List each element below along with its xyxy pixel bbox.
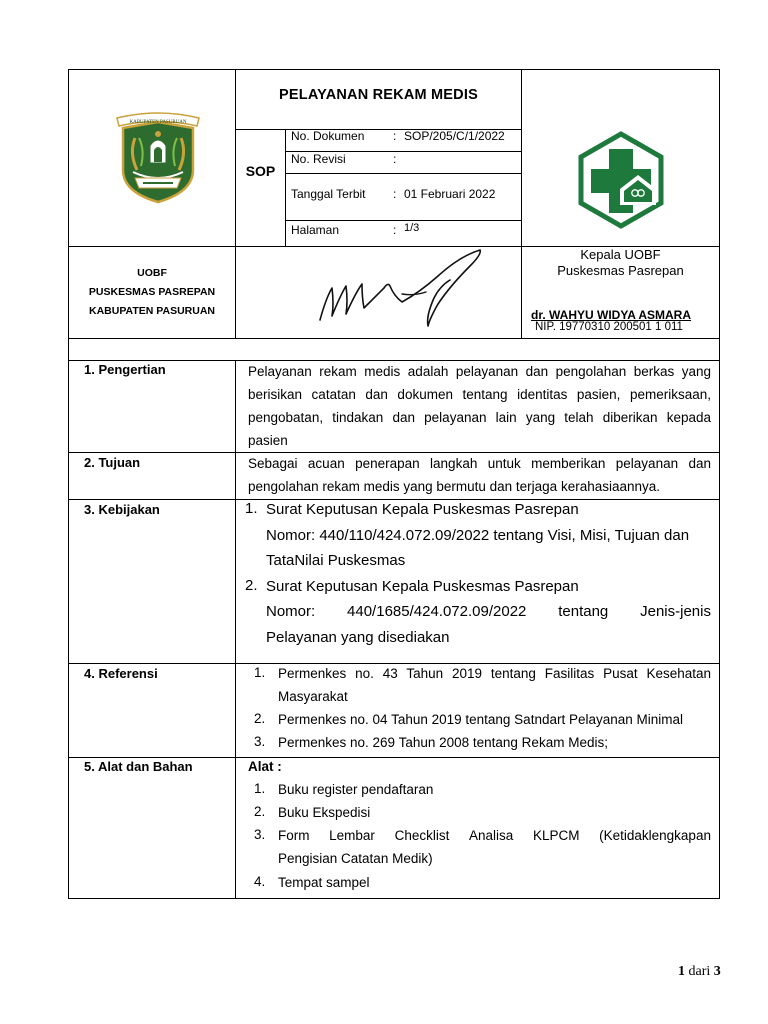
list-number: 2.: [245, 577, 258, 594]
list-number: 3.: [254, 734, 266, 749]
field-value-no-dokumen: SOP/205/C/1/2022: [404, 129, 505, 143]
list-item-line: Form Lembar Checklist Analisa KLPCM (Ketidaklengkapan: [278, 828, 711, 843]
text-line: pengobatan, tindakan dan pelayanan lain yang telah diberikan kepada: [248, 410, 711, 425]
text-line: berisikan catatan dan dokumen tentang identitas pasien, pemeriksaan,: [248, 387, 711, 402]
section-tujuan-label: 2. Tujuan: [84, 455, 141, 470]
list-item-line: Pengisian Catatan Medik): [278, 851, 433, 866]
text-line: Pelayanan rekam medis adalah pelayanan dan pengolahan berkas yang: [248, 364, 711, 379]
field-colon: :: [393, 129, 397, 143]
signer-name: dr. WAHYU WIDYA ASMARA: [531, 308, 692, 322]
signer-nip: NIP. 19770310 200501 1 011: [535, 321, 683, 333]
list-number: 3.: [254, 827, 266, 842]
page-current: 1: [678, 964, 685, 979]
page-of: dari: [688, 964, 711, 979]
list-item-line: Pelayanan yang disediakan: [266, 629, 450, 646]
list-item-line: Nomor: 440/110/424.072.09/2022 tentang Visi, Misi, Tujuan dan: [266, 527, 690, 544]
field-colon: :: [393, 223, 397, 237]
section-alat-label: 5. Alat dan Bahan: [84, 759, 193, 774]
page-number: [678, 964, 721, 980]
field-value-tanggal-terbit: 01 Februari 2022: [404, 187, 496, 201]
list-item-line: Surat Keputusan Kepala Puskesmas Pasrepan: [266, 578, 579, 595]
sop-label: SOP: [245, 163, 276, 179]
org-line-3: KABUPATEN PASURUAN: [89, 305, 215, 317]
list-item-line: TataNilai Puskesmas: [266, 552, 406, 569]
section-pengertian-label: 1. Pengertian: [84, 362, 166, 377]
puskesmas-logo: [576, 131, 666, 229]
section-tujuan-text: [248, 452, 711, 498]
field-colon: :: [393, 187, 397, 201]
org-line-1: UOBF: [137, 267, 167, 279]
list-item-line: Buku register pendaftaran: [278, 782, 434, 797]
page-total: 3: [713, 964, 721, 979]
list-item-line: Surat Keputusan Kepala Puskesmas Pasrepan: [266, 501, 579, 518]
field-value-halaman: 1/3: [404, 222, 420, 234]
list-item-line: Tempat sampel: [278, 875, 370, 890]
list-item-line: Permenkes no. 04 Tahun 2019 tentang Satndart Pelayanan Minimal: [278, 712, 684, 727]
list-item-line: Buku Ekspedisi: [278, 805, 371, 820]
signature: [310, 246, 500, 330]
text-line: pengolahan rekam medis yang bermutu dan terjaga kerahasiaannya.: [248, 479, 661, 494]
document-title: PELAYANAN REKAM MEDIS: [279, 87, 478, 103]
list-number: 4.: [254, 874, 266, 889]
signer-title-1: Kepala UOBF: [580, 247, 661, 262]
kabupaten-pasuruan-crest: [113, 108, 203, 206]
field-label-halaman: Halaman: [291, 223, 340, 237]
list-item-line: Permenkes no. 43 Tahun 2019 tentang Fasilitas Pusat Kesehatan: [278, 666, 711, 681]
list-number: 1.: [245, 500, 258, 517]
field-label-no-revisi: No. Revisi: [291, 152, 346, 166]
list-item-line: Permenkes no. 269 Tahun 2008 tentang Rekam Medis;: [278, 735, 608, 750]
section-referensi-label: 4. Referensi: [84, 666, 158, 681]
list-item-line: Masyarakat: [278, 689, 348, 704]
list-number: 2.: [254, 804, 266, 819]
section-kebijakan-label: 3. Kebijakan: [84, 502, 160, 517]
section-pengertian-text: [248, 360, 711, 452]
list-number: 2.: [254, 711, 266, 726]
alat-subheading: Alat :: [248, 759, 282, 774]
signer-title-2: Puskesmas Pasrepan: [557, 263, 684, 278]
list-number: 1.: [254, 781, 266, 796]
field-colon: :: [393, 152, 397, 166]
svg-text:KABUPATEN PASURUAN: KABUPATEN PASURUAN: [129, 120, 187, 125]
org-line-2: PUSKESMAS PASREPAN: [88, 286, 216, 298]
list-number: 1.: [254, 665, 266, 680]
field-label-tanggal-terbit: Tanggal Terbit: [291, 187, 366, 201]
org-name: [69, 264, 235, 321]
list-item-line: Nomor: 440/1685/424.072.09/2022 tentang Jenis-jenis: [266, 603, 711, 620]
field-label-no-dokumen: No. Dokumen: [291, 129, 365, 143]
text-line: pasien: [248, 433, 288, 448]
text-line: Sebagai acuan penerapan langkah untuk memberikan pelayanan dan: [248, 456, 711, 471]
